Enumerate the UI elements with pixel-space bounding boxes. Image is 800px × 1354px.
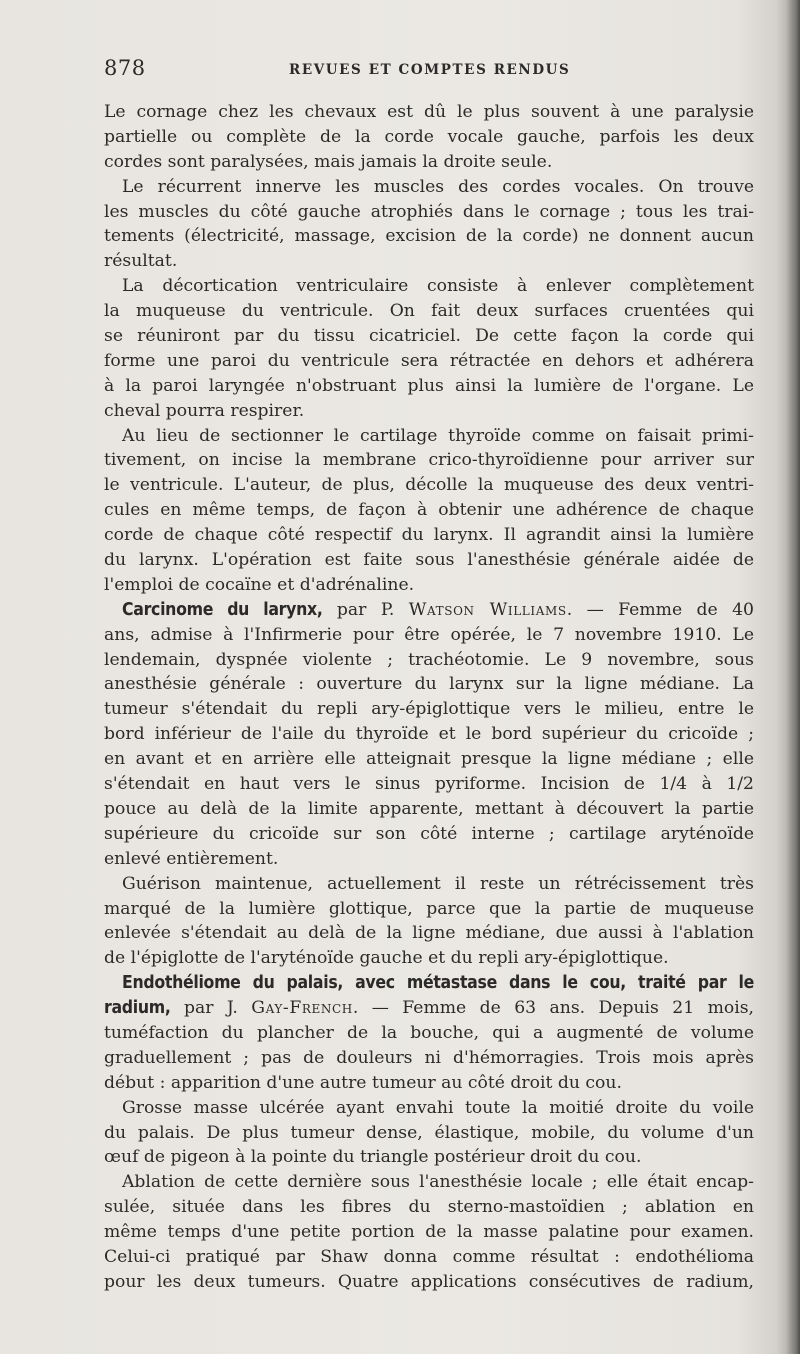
text-line: Celui-ci pratiqué par Shaw donna comme résultat : endothélioma	[104, 1246, 754, 1267]
text-line: supérieure du cricoïde sur son côté interne ; cartilage aryténoïde	[104, 823, 754, 844]
text-line: même temps d'une petite portion de la masse palatine pour examen.	[104, 1222, 754, 1243]
text-line: tumeur s'étendait du repli ary-épiglottique vers le milieu, entre le	[104, 699, 754, 720]
text-line: s'étendait en haut vers le sinus pyriforme. Incision de 1/4 à 1/2	[104, 774, 754, 795]
text-line: à la paroi laryngée n'obstruant plus ainsi la lumière de l'organe. Le	[104, 375, 754, 396]
text-line: la muqueuse du ventricule. On fait deux surfaces cruentées qui	[104, 301, 754, 322]
page-number: 878	[104, 56, 146, 80]
text-line: les muscles du côté gauche atrophiés dans le cornage ; tous les trai-	[104, 201, 754, 222]
text-line: ans, admise à l'Infirmerie pour être opérée, le 7 novembre 1910. Le	[104, 624, 754, 645]
section-title: Endothéliome du palais, avec métastase dans le cou, traité par le	[122, 973, 754, 994]
section-heading-endotheliome-cont	[104, 996, 754, 1021]
author-name: Watson Williams	[408, 599, 567, 620]
byline-prefix: par J.	[170, 998, 252, 1019]
text-line: du palais. De plus tumeur dense, élastique, mobile, du volume d'un	[104, 1122, 754, 1143]
text-line: œuf de pigeon à la pointe du triangle postérieur droit du cou.	[104, 1147, 642, 1168]
text-line: résultat.	[104, 251, 178, 272]
text-line: enlevé entièrement.	[104, 848, 279, 869]
running-title: REVUES ET COMPTES RENDUS	[289, 62, 571, 78]
text-line: La décortication ventriculaire consiste à enlever complètement	[122, 276, 754, 297]
heading-rest: . — Femme de 40	[566, 599, 754, 620]
text-line: Ablation de cette dernière sous l'anesthésie locale ; elle était encap-	[122, 1172, 754, 1193]
text-line: se réuniront par du tissu cicatriciel. De cette façon la corde qui	[104, 326, 754, 347]
text-line: marqué de la lumière glottique, parce que la partie de muqueuse	[104, 898, 754, 919]
text-line: en avant et en arrière elle atteignait presque la ligne médiane ; elle	[104, 749, 754, 770]
section-title-cont: radium,	[104, 998, 171, 1019]
text-line: enlevée s'étendait au delà de la ligne médiane, due aussi à l'ablation	[104, 923, 754, 944]
text-line: tivement, on incise la membrane crico-thyroïdienne pour arriver sur	[104, 450, 754, 471]
text-line: début : apparition d'une autre tumeur au côté droit du cou.	[104, 1072, 622, 1093]
text-line: pour les deux tumeurs. Quatre applications consécutives de radium,	[104, 1271, 754, 1292]
text-line: Grosse masse ulcérée ayant envahi toute la moitié droite du voile	[122, 1097, 754, 1118]
text-line: sulée, située dans les fibres du sterno-mastoïdien ; ablation en	[104, 1197, 754, 1218]
page-edge-shadow	[786, 0, 800, 1354]
text-line: Au lieu de sectionner le cartilage thyroïde comme on faisait primi-	[122, 425, 754, 446]
heading-rest: . — Femme de 63 ans. Depuis 21 mois,	[352, 998, 754, 1019]
section-title: Carcinome du larynx,	[122, 599, 323, 620]
text-line: tements (électricité, massage, excision de la corde) ne donnent aucun	[104, 226, 754, 247]
text-line: cordes sont paralysées, mais jamais la droite seule.	[104, 151, 553, 172]
article-body	[104, 100, 754, 1295]
text-line: bord inférieur de l'aile du thyroïde et le bord supérieur du cricoïde ;	[104, 724, 754, 745]
text-line: le ventricule. L'auteur, de plus, décolle la muqueuse des deux ventri-	[104, 475, 754, 496]
text-line: l'emploi de cocaïne et d'adrénaline.	[104, 574, 415, 595]
byline-prefix: par P.	[322, 599, 409, 620]
section-heading-endotheliome	[104, 971, 754, 996]
text-line: de l'épiglotte de l'aryténoïde gauche et du repli ary-épiglottique.	[104, 948, 669, 969]
text-line: forme une paroi du ventricule sera rétractée en dehors et adhérera	[104, 350, 754, 371]
text-line: du larynx. L'opération est faite sous l'anesthésie générale aidée de	[104, 550, 754, 571]
text-line: cules en même temps, de façon à obtenir une adhérence de chaque	[104, 500, 754, 521]
text-line: anesthésie générale : ouverture du larynx sur la ligne médiane. La	[104, 674, 754, 695]
text-line: cheval pourra respirer.	[104, 400, 305, 421]
text-line: tuméfaction du plancher de la bouche, qui a augmenté de volume	[104, 1022, 754, 1043]
text-line: partielle ou complète de la corde vocale gauche, parfois les deux	[104, 126, 754, 147]
text-line: graduellement ; pas de douleurs ni d'hémorragies. Trois mois après	[104, 1047, 754, 1068]
author-name: Gay-French	[251, 998, 353, 1019]
page-header	[104, 56, 754, 86]
text-line: Le récurrent innerve les muscles des cordes vocales. On trouve	[122, 176, 754, 197]
section-heading-carcinome	[104, 598, 754, 623]
text-line: Guérison maintenue, actuellement il reste un rétrécissement très	[122, 873, 754, 894]
text-line: corde de chaque côté respectif du larynx. Il agrandit ainsi la lumière	[104, 525, 754, 546]
text-line: Le cornage chez les chevaux est dû le plus souvent à une paralysie	[104, 102, 754, 122]
text-line: lendemain, dyspnée violente ; trachéotomie. Le 9 novembre, sous	[104, 649, 754, 670]
text-line: pouce au delà de la limite apparente, mettant à découvert la partie	[104, 798, 754, 819]
